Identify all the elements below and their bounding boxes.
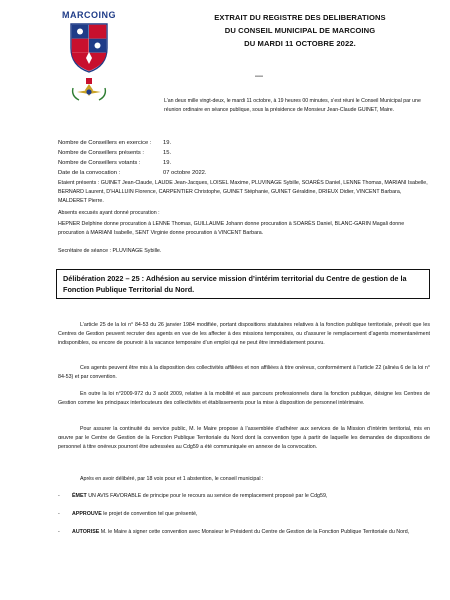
body-paragraph-5: Après en avoir délibéré, par 18 voix pour et 1 abstention, le conseil municipal :: [80, 476, 264, 482]
deliberation-title-box: [56, 269, 430, 299]
procurations: HEPNER Delphine donne procuration à LENNE Thomas, GUILLAUME Johann donne procuration à SOARÈS Daniel, BLANC-GARIN Magali donne procuration à MARIANI Isabelle, SENT Virginie donne procuration à VINCENT Barbara.: [58, 221, 405, 236]
header-line-1: EXTRAIT DU REGISTRE DES DELIBERATIONS: [214, 13, 386, 22]
stat-value: 07 octobre 2022.: [163, 170, 207, 177]
decision-verb: ÉMET: [72, 493, 87, 499]
decision-dash: -: [58, 511, 60, 517]
stat-value: 19.: [163, 140, 172, 146]
coat-of-arms-icon: [67, 22, 111, 76]
body-paragraph-3: En outre la loi n°2009-972 du 3 août 2009, relative à la mobilité et aux parcours professionnels dans la fonction publique, désigne les Centres de Gestion comme les principaux interlocuteurs des collectivités et établissements pour la mise à disposition de personnel intérimaire.: [58, 391, 430, 406]
stat-label: Date de la convocation :: [58, 170, 121, 177]
stat-label: Nombre de Conseillers présents :: [58, 150, 145, 157]
stat-label: Nombre de Conseillers en exercice :: [58, 140, 152, 146]
decision-text: ÉMET UN AVIS FAVORABLE de principe pour le recours au service de remplacement proposé par le Cdg59,: [72, 493, 328, 499]
absents-heading: Absents excusés ayant donné procuration :: [58, 210, 160, 216]
header-separator: ----: [255, 74, 263, 80]
present-members: Etaient présents : GUINET Jean-Claude, LAUDE Jean-Jacques, LOISEL Maxime, PLUVINAGE Sybille, SOARÈS Daniel, LENNE Thomas, MARIANI Isabelle, BERNARD Laurent, D’HALLUIN Florence, CARPENTIER Christophe, GUINET Stéphanie, GUINET Géraldine, DRIEUX Didier, VINCENT Barbara, MALDERET Pierre.: [58, 180, 428, 204]
decision-item: [58, 492, 430, 502]
town-crest: [58, 10, 120, 104]
crest-town-name: MARCOING: [62, 10, 116, 20]
decision-text: APPROUVE le projet de convention tel que présenté,: [72, 511, 198, 517]
decision-verb: AUTORISE: [72, 529, 100, 535]
decision-item: [58, 528, 430, 548]
deliberation-title: Délibération 2022 – 25 : Adhésion au service mission d’intérim territorial du Centre de gestion de la Fonction Publique Territorial du Nord.: [63, 274, 407, 294]
body-paragraph-1: L’article 25 de la loi n° 84-53 du 26 janvier 1984 modifiée, portant dispositions statutaires relatives à la fonction publique territoriale, prévoit que les Centres de Gestion peuvent recruter des agents en vue de les affecter à des missions temporaires, ou d’assurer le remplacement d’agents momentanément indisponibles, ou encore de pourvoir à la vacance temporaire d’un emploi qui ne peut être immédiatement pourvu.: [58, 322, 430, 346]
body-paragraph-4: Pour assurer la continuité du service public, M. le Maire propose à l’assemblée d’adhérer aux services de la Mission d’intérim territorial, mis en œuvre par le Centre de Gestion de la Fonction Publique Territoriale du Nord dont la convention type à partir de laquelle les demandes de dispositions de personnel à titre onéreux pourront être adressées au Cdg59 a été communiquée en annexe de la convocation.: [58, 426, 430, 450]
decision-text: AUTORISE M. le Maire à signer cette convention avec Monsieur le Président du Centre de Gestion de la Fonction Publique Territoriale du Nord,: [72, 529, 410, 535]
body-paragraph-2: Ces agents peuvent être mis à la disposition des collectivités affiliées et non affiliées à titre onéreux, conformément à l’article 22 (alinéa 6 de la loi n° 84-53) et par convention.: [58, 365, 430, 380]
medal-cross-icon: [69, 78, 109, 104]
stat-label: Nombre de Conseillers votants :: [58, 160, 141, 167]
stat-value: 15.: [163, 150, 172, 157]
intro-paragraph: L’an deux mille vingt-deux, le mardi 11 octobre, à 19 heures 00 minutes, s’est réuni le Conseil Municipal par une réunion ordinaire en séance publique, sous la présidence de Monsieur Jean-Claude GUINET, Maire.: [164, 98, 421, 113]
decision-verb: APPROUVE: [72, 511, 102, 517]
stats-labels: [58, 138, 178, 178]
header-line-2: DU CONSEIL MUNICIPAL DE MARCOING: [224, 26, 376, 35]
decision-item: [58, 510, 430, 520]
decision-dash: -: [58, 529, 60, 535]
header-line-3: DU MARDI 11 OCTOBRE 2022.: [244, 39, 356, 48]
stat-value: 19.: [163, 160, 172, 167]
decision-dash: -: [58, 493, 60, 499]
session-secretary: Secrétaire de séance : PLUVINAGE Sybille.: [58, 248, 162, 254]
stats-values: [163, 138, 243, 178]
